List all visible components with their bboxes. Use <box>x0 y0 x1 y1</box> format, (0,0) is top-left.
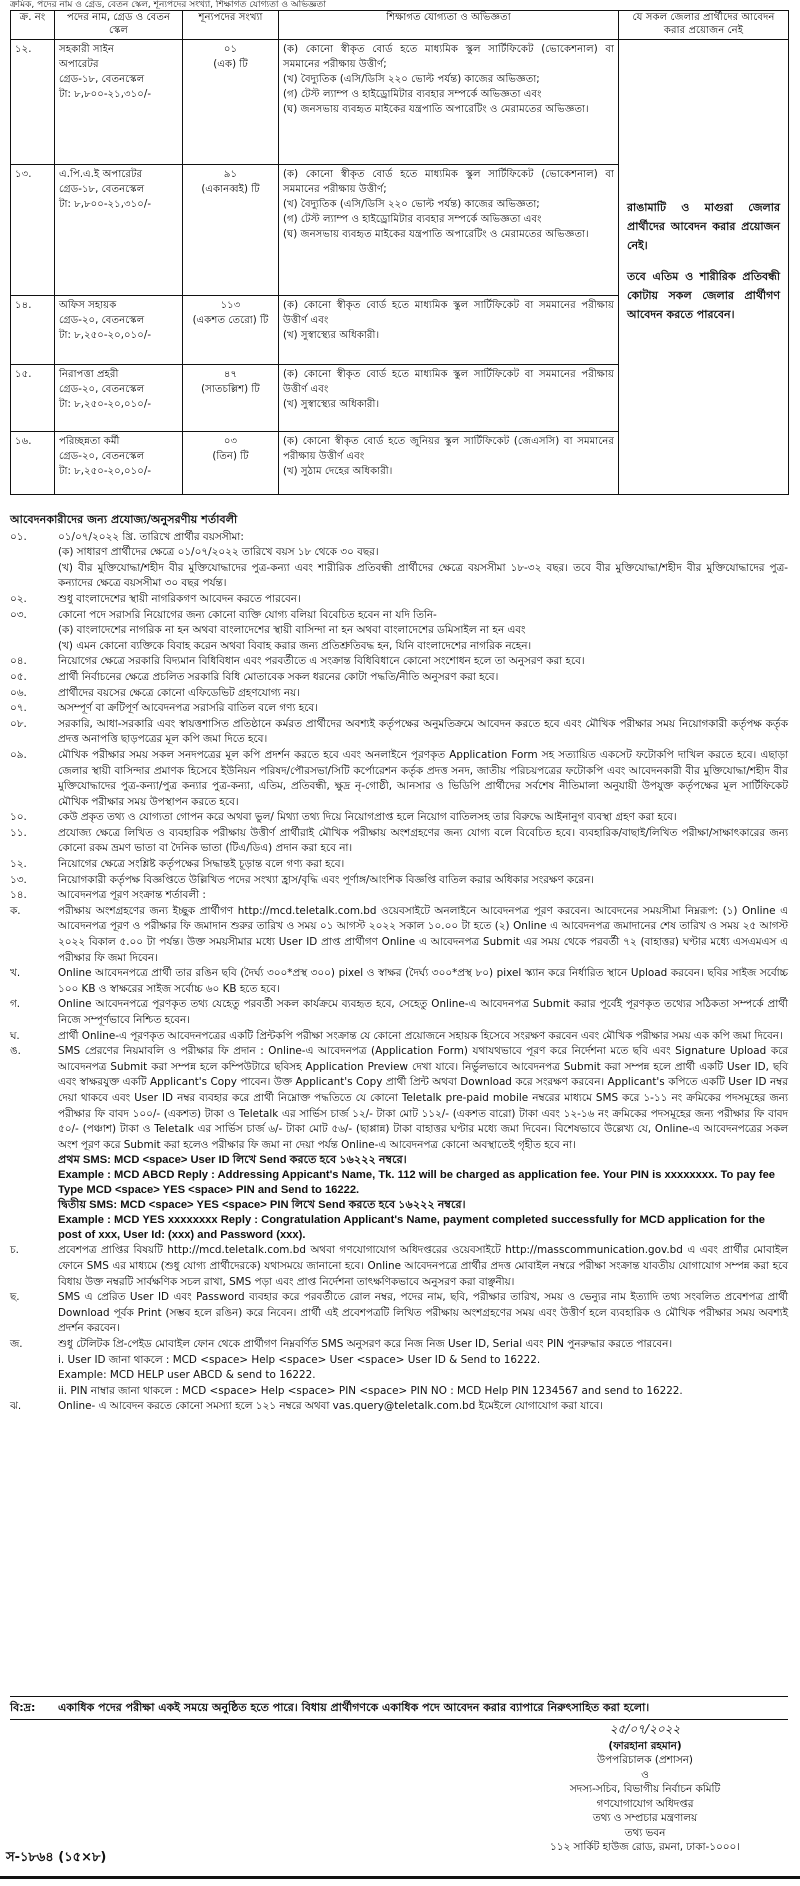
condition-item <box>10 857 788 873</box>
condition-text <box>58 904 788 966</box>
condition-item <box>10 1044 788 1153</box>
condition-line: Online আবেদনপত্রে প্রার্থী তার রঙিন ছবি (দৈর্ঘ্য ৩০০*প্রস্থ ৩০০) pixel ও স্বাক্ষর (দৈর্ঘ্য ৩০০*প্রস্থ ৮০) pixel স্ক্যান করে নির্ধারিত স্থানে Upload করবেন। ছবির সাইজ সর্বোচ্চ ১০০ KB ও স্বাক্ষরের সাইজ সর্বোচ্চ ৬০ KB হতে হবে। <box>58 967 788 995</box>
row-qualification: (ক) কোনো স্বীকৃত বোর্ড হতে মাধ্যমিক স্কুল সার্টিফিকেট (ভোকেশনাল) বা সমমানের পরীক্ষায় উত্তীর্ণ; (খ) বৈদ্যুতিক (এসি/ডিসি ২২০ ভোল্ট পর্যন্ত) কাজের অভিজ্ঞতা; (গ) টেস্ট ল্যাম্প ও হাইড্রোমিটার ব্যবহার সম্পর্কে অভিজ্ঞতা এবং (ঘ) জনসভায় ব্যবহৃত মাইকের যন্ত্রপাতি অপারেটিং ও মেরামতের অভিজ্ঞতা। <box>279 165 619 296</box>
condition-line: SMS প্রেরণের নিয়মাবলি ও পরীক্ষার ফি প্রদান : Online-এ আবেদনপত্র (Application Form) যথাযথভাবে পূরণ করে নির্দেশনা মতে ছবি এবং Signature Upload করে আবেদনপত্র Submit করা সম্পন্ন হলে কম্পিউটারে ছবিসহ Application Preview দেখা যাবে। নির্ভুলভাবে আবেদনপত্র Submit করা সম্পন্ন হলে প্রার্থী একটি User ID, ছবি এবং স্বাক্ষরযুক্ত একটি Applicant's Copy পাবেন। উক্ত Applicant's Copy প্রার্থী প্রিন্ট অথবা Download করে সংরক্ষণ করবেন। Applicant's কপিতে একটি User ID নম্বর দেয়া থাকবে এবং User ID নম্বর ব্যবহার করে প্রার্থী নিম্নোক্ত পদ্ধতিতে যে কোনো Teletalk pre-paid mobile নম্বরের মাধ্যমে SMS করে ১-১১ নং ক্রমিকের পদসমূহের জন্য পরীক্ষার ফি বাবদ ১০০/- (একশত) টাকা ও Teletalk এর সার্ভিস চার্জ ১২/- টাকা মোট ১১২/- (একশত বারো) টাকা এবং ১২-১৬ নং ক্রমিকের পদসমূহের জন্য পরীক্ষার ফি বাবদ ৫০/- (পঞ্চাশ) টাকা ও Teletalk এর সার্ভিস চার্জ ৬/- টাকা মোট ৫৬/- (ছাপ্পান্ন) টাকা বাহাত্তর ঘণ্টার মধ্যে জমা দিবেন। বিশেষভাবে উল্লেখ্য যে, Online-এ আবেদনপত্রের সকল অংশ পূরণ করে Submit করা হলেও পরীক্ষার ফি জমা না দেয়া পর্যন্ত Online-এ আবেদনপত্র কোনো অবস্থাতেই গৃহীত হবে না। <box>58 1045 788 1151</box>
condition-number: ১১. <box>10 826 27 839</box>
condition-line: (ক) সাধারণ প্রার্থীদের ক্ষেত্রে ০১/০৭/২০২২ তারিখে বয়স ১৮ থেকে ৩০ বছর। <box>58 546 379 559</box>
condition-text <box>58 857 788 873</box>
conditions-list <box>10 530 788 1154</box>
conditions-section <box>10 512 788 1415</box>
condition-line: শুধু টেলিটক প্রি-পেইড মোবাইল ফোন থেকে প্রার্থীগণ নিম্নবর্ণিত SMS অনুসরণ করে নিজ নিজ User ID, Serial এবং PIN পুনরুদ্ধার করতে পারবেন। <box>58 1337 673 1350</box>
row-post: নিরাপত্তা প্রহরী গ্রেড-২০, বেতনস্কেল টা: ৮,২৫০-২০,০১০/- <box>55 365 183 432</box>
condition-line: প্রার্থীদের বয়সের ক্ষেত্রে কোনো এফিডেভিট গ্রহণযোগ্য নয়। <box>58 686 300 699</box>
building-name: তথ্য ভবন <box>624 1826 666 1839</box>
condition-item <box>10 592 788 608</box>
condition-number: ১৪. <box>10 889 27 902</box>
condition-text <box>58 997 788 1028</box>
condition-number: ০৫. <box>10 670 27 683</box>
condition-line: ii. PIN নাম্বার জানা থাকলে : MCD <space> Help <space> PIN <space> PIN NO : MCD Help PIN 1234567 and send to 16222. <box>58 1384 683 1397</box>
condition-item <box>10 1290 788 1337</box>
condition-line: পরীক্ষায় অংশগ্রহণের জন্য ইচ্ছুক প্রার্থীগণ http://mcd.teletalk.com.bd ওয়েবসাইটে অনলাইনে আবেদনপত্র পূরণ করবেন। আবেদনের সময়সীমা নিম্নরূপ: (১) Online এ আবেদনপত্র পূরণ ও পরীক্ষার ফি জমাদান শুরুর তারিখ ও সময় ০১ আগস্ট ২০২২ সকাল ১০.০০ টা হতে (২) Online এ আবেদনপত্র জমাদানের শেষ তারিখ ও সময় ২৫ আগস্ট ২০২২ বিকাল ৫.০০ টা পর্যন্ত। উক্ত সময়সীমার মধ্যে User ID প্রাপ্ত প্রার্থীগণ Online এ আবেদনপত্র Submit এর সময় থেকে পরবর্তী ৭২ (বাহাত্তর) ঘণ্টার মধ্যে এসএমএস এ পরীক্ষার ফি জমা দিবেন। <box>58 904 788 964</box>
condition-item <box>10 654 788 670</box>
condition-line: (খ) এমন কোনো ব্যক্তিকে বিবাহ করেন অথবা বিবাহ করার জন্য প্রতিশ্রুতিবদ্ধ হন, যিনি বাংলাদেশের নাগরিক নহেন। <box>58 639 532 652</box>
condition-line: নিয়োগের ক্ষেত্রে সংশ্লিষ্ট কর্তৃপক্ষের সিদ্ধান্তই চূড়ান্ত বলে গণ্য করা হবে। <box>58 858 345 871</box>
condition-text <box>58 966 788 997</box>
condition-number: ০২. <box>10 592 27 605</box>
condition-number: ০৮. <box>10 717 27 730</box>
signatory-name: (ফারহানা রহমান) <box>608 1739 682 1752</box>
row-count: ০৩ (তিন) টি <box>183 432 279 495</box>
row-count: ০১ (এক) টি <box>183 40 279 165</box>
condition-line: আবেদনপত্র পূরণ সংক্রান্ত শর্তাবলী : <box>58 889 206 902</box>
posts-table <box>10 10 789 495</box>
condition-number: ১২. <box>10 858 27 871</box>
table-row <box>11 40 789 165</box>
condition-text <box>58 1029 788 1045</box>
signature-block <box>510 1722 780 1855</box>
condition-number: ঘ. <box>10 1029 20 1042</box>
row-serial: ১২. <box>11 40 55 165</box>
condition-number: ছ. <box>10 1291 20 1304</box>
condition-text <box>58 1399 788 1415</box>
condition-number: ঙ. <box>10 1045 21 1058</box>
district-note-cell: রাঙামাটি ও মাগুরা জেলার প্রার্থীদের আবেদন করার প্রয়োজন নেই। তবে এতিম ও শারীরিক প্রতিবন্ধী কোটায় সকল জেলার প্রার্থীগণ আবেদন করতে পারবেন। <box>619 40 789 495</box>
row-count: ৯১ (একানব্বই) টি <box>183 165 279 296</box>
sms-line: Example : MCD YES xxxxxxxx Reply : Congratulation Applicant's Name, payment completed successfully for MCD application for the post of xxx, User Id: (xxx) and Password (xxx). <box>58 1214 766 1242</box>
condition-text <box>58 686 788 702</box>
condition-number: চ. <box>10 1244 19 1257</box>
condition-line: অসম্পূর্ণ বা ক্রটিপূর্ণ আবেদনপত্র সরাসরি বাতিল বলে গণ্য হবে। <box>58 702 318 715</box>
condition-text <box>58 670 788 686</box>
condition-line: Example: MCD HELP user ABCD & send to 16222. <box>58 1369 316 1382</box>
condition-text <box>58 826 788 857</box>
table-header-row <box>11 11 789 40</box>
sms-line: দ্বিতীয় SMS: MCD <space> YES <space> PIN লিখে Send করতে হবে ১৬২২২ নম্বরে। <box>58 1199 466 1212</box>
signatory-role: সদস্য-সচিব, বিভাগীয় নির্বাচন কমিটি <box>569 1783 721 1795</box>
condition-number: ০৬. <box>10 686 27 699</box>
condition-line: Online- এ আবেদন করতে কোনো সমস্যা হলে ১২১ নম্বরে অথবা vas.query@teletalk.com.bd ইমেইলে যোগাযোগ করা যাবে। <box>58 1400 603 1413</box>
condition-text <box>58 810 788 826</box>
condition-item <box>10 888 788 904</box>
office-name: গণযোগাযোগ অধিদপ্তর <box>596 1797 694 1810</box>
row-post: এ.পি.এ.ই অপারেটর গ্রেড-১৮, বেতনস্কেল টা: ৮,৮০০-২১,৩১০/- <box>55 165 183 296</box>
condition-number: ঝ. <box>10 1400 22 1413</box>
row-post: সহকারী সাইন অপারেটর গ্রেড-১৮, বেতনস্কেল টা: ৮,৮০০-২১,৩১০/- <box>55 40 183 165</box>
condition-number: ০৩. <box>10 608 27 621</box>
condition-item <box>10 670 788 686</box>
sms-line: Example : MCD ABCD Reply : Addressing Appicant's Name, Tk. 112 will be charged as application fee. Your PIN is xxxxxxxx. To pay fee Type MCD <space> YES <space> PIN and Send to 16222. <box>58 1169 776 1197</box>
condition-text <box>58 888 788 904</box>
bottom-rule <box>0 1876 800 1879</box>
row-qualification: (ক) কোনো স্বীকৃত বোর্ড হতে মাধ্যমিক স্কুল সার্টিফিকেট বা সমমানের পরীক্ষায় উত্তীর্ণ এবং (খ) সুস্বাস্থ্যের অধিকারী। <box>279 296 619 365</box>
condition-line: প্রার্থী Online-এ পূরণকৃত আবেদনপত্রের একটি প্রিন্টকপি পরীক্ষা সংক্রান্ত যে কোনো প্রয়োজনে সহায়ক হিসেবে সংরক্ষণ করবেন এবং মৌখিক পরীক্ষার সময় এক কপি জমা দিবেন। <box>58 1029 783 1042</box>
row-serial: ১৪. <box>11 296 55 365</box>
condition-item <box>10 608 788 655</box>
row-post: অফিস সহায়ক গ্রেড-২০, বেতনস্কেল টা: ৮,২৫০-২০,০১০/- <box>55 296 183 365</box>
condition-line: শুধু বাংলাদেশের স্থায়ী নাগরিকগণ আবেদন করতে পারবেন। <box>58 592 301 605</box>
sms-instructions <box>10 1153 788 1243</box>
print-code: স-১৮৬৪ (১৫×৮) <box>6 1850 107 1865</box>
condition-text <box>58 654 788 670</box>
footnote <box>10 1696 788 1720</box>
condition-number: জ. <box>10 1337 23 1350</box>
condition-line: (ক) বাংলাদেশের নাগরিক না হন অথবা বাংলাদেশের স্থায়ী বাসিন্দা না হন অথবা বাংলাদেশের ডমিসাইল না হন এবং <box>58 624 526 637</box>
office-address: ১১২ সার্কিট হাউজ রোড, রমনা, ঢাকা-১০০০। <box>550 1841 740 1853</box>
condition-item <box>10 873 788 889</box>
condition-text <box>58 530 788 592</box>
row-qualification: (ক) কোনো স্বীকৃত বোর্ড হতে মাধ্যমিক স্কুল সার্টিফিকেট (ভোকেশনাল) বা সমমানের পরীক্ষায় উত্তীর্ণ; (খ) বৈদ্যুতিক (এসি/ডিসি ২২০ ভোল্ট পর্যন্ত) কাজের অভিজ্ঞতা; (গ) টেস্ট ল্যাম্প ও হাইড্রোমিটার ব্যবহার সম্পর্কে অভিজ্ঞতা এবং (ঘ) জনসভায় ব্যবহৃত মাইকের যন্ত্রপাতি অপারেটিং ও মেরামতের অভিজ্ঞতা। <box>279 40 619 165</box>
condition-number: ০৭. <box>10 702 27 715</box>
ministry-name: তথ্য ও সম্প্রচার মন্ত্রণালয় <box>592 1812 698 1824</box>
condition-text <box>58 717 788 748</box>
condition-line: i. User ID জানা থাকলে : MCD <space> Help <space> User <space> User ID & Send to 16222. <box>58 1353 541 1366</box>
col-header-qualification: শিক্ষাগত যোগ্যতা ও অভিজ্ঞতা <box>279 11 619 40</box>
col-header-count: শূন্যপদের সংখ্যা <box>183 11 279 40</box>
condition-item <box>10 1399 788 1415</box>
row-serial: ১৩. <box>11 165 55 296</box>
condition-item <box>10 997 788 1028</box>
condition-line: প্রার্থী নির্বাচনের ক্ষেত্রে প্রচলিত সরকারি বিধি মোতাবেক সকল ধরনের কোটা পদ্ধতি/নীতি অনুসরণ করা হবে। <box>58 670 499 683</box>
condition-number: ক. <box>10 904 21 917</box>
condition-line: নিয়োগকারী কর্তৃপক্ষ বিজ্ঞপ্তিতে উল্লিখিত পদের সংখ্যা হ্রাস/বৃদ্ধি এবং পূর্ণাঙ্গ/আংশিক বিজ্ঞপ্তি বাতিল করার অধিকার সংরক্ষণ করেন। <box>58 873 595 886</box>
condition-number: ১০. <box>10 811 27 824</box>
condition-text <box>58 1290 788 1337</box>
footnote-label: বি:দ্র: <box>10 1701 36 1714</box>
condition-number: ০১. <box>10 530 27 543</box>
condition-line: SMS এ প্রেরিত User ID এবং Password ব্যবহার করে পরবর্তীতে রোল নম্বর, পদের নাম, ছবি, পরীক্ষার তারিখ, সময় ও ভেন্যুর নাম ইত্যাদি তথ্য সংবলিত প্রবেশপত্র প্রার্থী Download পূর্বক Print (সম্ভব হলে রঙিন) করে নিবেন। প্রার্থী এই প্রবেশপত্রটি লিখিত পরীক্ষায় অংশগ্রহণের সময় এবং উত্তীর্ণ হলে ব্যবহারিক ও মৌখিক পরীক্ষার সময় অবশ্যই প্রদর্শন করবেন। <box>58 1291 788 1335</box>
condition-line: প্রবেশপত্র প্রাপ্তির বিষয়টি http://mcd.teletalk.com.bd অথবা গণযোগাযোগ অধিদপ্তরের ওয়েবসাইটে http://masscommunication.gov.bd এ এবং প্রার্থীর মোবাইল ফোনে SMS এর মাধ্যমে (শুধু যোগ্য প্রার্থীদেরকে) যথাসময়ে জানানো হবে। Online আবেদনপত্রে প্রার্থীর প্রদত্ত মোবাইল নম্বরে পরীক্ষা সংক্রান্ত যাবতীয় যোগাযোগ সম্পন্ন করা হবে বিধায় উক্ত নম্বরটি সার্বক্ষণিক সচল রাখা, SMS পড়া এবং প্রাপ্ত নির্দেশনা তাৎক্ষণিকভাবে অনুসরণ করা বাঞ্ছনীয়। <box>58 1244 788 1288</box>
conditions-list-2 <box>10 1243 788 1415</box>
condition-text <box>58 592 788 608</box>
col-header-post: পদের নাম, গ্রেড ও বেতন স্কেল <box>55 11 183 40</box>
row-qualification: (ক) কোনো স্বীকৃত বোর্ড হতে মাধ্যমিক স্কুল সার্টিফিকেট বা সমমানের পরীক্ষায় উত্তীর্ণ এবং (খ) সুস্বাস্থ্যের অধিকারী। <box>279 365 619 432</box>
condition-item <box>10 1243 788 1290</box>
condition-text <box>58 1044 788 1153</box>
condition-line: ০১/০৭/২০২২ খ্রি. তারিখে প্রার্থীর বয়সসীমা: <box>58 530 244 543</box>
condition-number: ০৪. <box>10 655 27 668</box>
condition-line: কেউ প্রকৃত তথ্য ও যোগ্যতা গোপন করে অথবা ভুল/ মিথ্যা তথ্য দিয়ে নিয়োগপ্রাপ্ত হলে নিয়োগ বাতিলসহ তার বিরুদ্ধে আইনানুগ ব্যবস্থা গ্রহণ করা হবে। <box>58 811 677 824</box>
condition-line: প্রযোজ্য ক্ষেত্রে লিখিত ও ব্যবহারিক পরীক্ষায় উত্তীর্ণ প্রার্থীরাই মৌখিক পরীক্ষায় অংশগ্রহণের জন্য যোগ্য বলে বিবেচিত হবে। ব্যবহারিক/বাছাই/লিখিত পরীক্ষা/সাক্ষাৎকারের জন্য কোনো রকম ভ্রমণ ভাতা বা দৈনিক ভাতা (টিএ/ডিএ) প্রদান করা হবে না। <box>58 826 788 855</box>
condition-text <box>58 1243 788 1290</box>
row-qualification: (ক) কোনো স্বীকৃত বোর্ড হতে জুনিয়র স্কুল সার্টিফিকেট (জেএসসি) বা সমমানের পরীক্ষায় উত্তীর্ণ এবং (খ) সুঠাম দেহের অধিকারী। <box>279 432 619 495</box>
condition-text <box>58 748 788 810</box>
col-header-district: যে সকল জেলার প্রার্থীদের আবেদন করার প্রয়োজন নেই <box>619 11 789 40</box>
condition-line: Online আবেদনপত্রে পূরণকৃত তথ্য যেহেতু পরবর্তী সকল কার্যক্রমে ব্যবহৃত হবে, সেহেতু Online-এ আবেদনপত্র Submit করার পূর্বেই পূরণকৃত তথ্যের সঠিকতা সম্পর্কে প্রার্থী নিজে সম্পূর্ণভাবে নিশ্চিত হবেন। <box>58 998 788 1026</box>
row-serial: ১৬. <box>11 432 55 495</box>
condition-item <box>10 530 788 592</box>
condition-text <box>58 873 788 889</box>
condition-line: (খ) বীর মুক্তিযোদ্ধা/শহীদ বীর মুক্তিযোদ্ধাদের পুত্র-কন্যা এবং শারীরিক প্রতিবন্ধী প্রার্থীদের ক্ষেত্রে বয়সসীমা ১৮-৩২ বছর। তবে বীর মুক্তিযোদ্ধা/শহীদ বীর মুক্তিযোদ্ধাদের পুত্র-কন্যাদের ক্ষেত্রে বয়সসীমা ৩০ বছর পর্যন্ত। <box>58 561 788 590</box>
col-header-serial: ক্র. নং <box>11 11 55 40</box>
condition-item <box>10 748 788 810</box>
condition-item <box>10 701 788 717</box>
footnote-text: একাধিক পদের পরীক্ষা একই সময়ে অনুষ্ঠিত হতে পারে। বিধায় প্রার্থীগণকে একাধিক পদে আবেদন করার ব্যাপারে নিরুৎসাহিত করা হলো। <box>58 1701 650 1714</box>
row-count: ১১৩ (একশত তেরো) টি <box>183 296 279 365</box>
condition-item <box>10 686 788 702</box>
clipped-header-strip: ক্রমিক, পদের নাম ও গ্রেড, বেতন স্কেল, শূন্যপদের সংখ্যা, শিক্ষাগত যোগ্যতা ও অভিজ্ঞতা <box>10 0 326 10</box>
condition-line: মৌখিক পরীক্ষার সময় সকল সনদপত্রের মূল কপি প্রদর্শন করতে হবে এবং অনলাইনে পূরণকৃত Application Form সহ সত্যায়িত একসেট ফটোকপি দাখিল করতে হবে। এছাড়া জেলার স্থায়ী বাসিন্দার প্রমাণক হিসেবে ইউনিয়ন পরিষদ/পৌরসভা/সিটি কর্পোরেশন কর্তৃক প্রদত্ত সনদ, জাতীয় পরিচয়পত্রের ফটোকপি এবং আবেদনকারী বীর মুক্তিযোদ্ধা/শহীদ বীর মুক্তিযোদ্ধাদের পুত্র-কন্যা/পুত্র কন্যার পুত্র-কন্যা, এতিম, প্রতিবন্ধী, ক্ষুদ্র নৃ-গোষ্ঠী, আনসার ও ভিডিপি প্রার্থীদের সর্বশেষ নীতিমালা অনুযায়ী উপযুক্ত কর্তৃপক্ষের মূল সার্টিফিকেট মৌখিক পরীক্ষার সময় উপস্থাপন করতে হবে। <box>58 748 788 808</box>
condition-number: খ. <box>10 967 21 980</box>
condition-item <box>10 1029 788 1045</box>
condition-number: ০৯. <box>10 748 27 761</box>
condition-item <box>10 717 788 748</box>
condition-line: সরকারি, আধা-সরকারি এবং স্বায়ত্তশাসিত প্রতিষ্ঠানে কর্মরত প্রার্থীদের অবশ্যই কর্তৃপক্ষের অনুমতিক্রমে আবেদন করতে হবে এবং মৌখিক পরীক্ষার সময় নিয়োগকারী কর্তৃপক্ষ কর্তৃক প্রদত্ত অনাপত্তি ছাড়পত্রের মূল কপি জমা দিতে হবে। <box>58 717 788 746</box>
condition-text <box>58 701 788 717</box>
condition-line: কোনো পদে সরাসরি নিয়োগের জন্য কোনো ব্যক্তি যোগ্য বলিয়া বিবেচিত হবেন না যদি তিনি- <box>58 608 437 621</box>
condition-text <box>58 1337 788 1399</box>
row-serial: ১৫. <box>11 365 55 432</box>
condition-item <box>10 966 788 997</box>
signatory-title: উপপরিচালক (প্রশাসন) <box>597 1754 693 1766</box>
signatory-and: ও <box>641 1768 649 1781</box>
conditions-title: আবেদনকারীদের জন্য প্রযোজ্য/অনুসরণীয় শর্তাবলী <box>10 513 238 526</box>
condition-item <box>10 826 788 857</box>
condition-number: গ. <box>10 998 21 1011</box>
condition-item <box>10 810 788 826</box>
condition-item <box>10 1337 788 1399</box>
condition-number: ১৩. <box>10 873 27 886</box>
condition-item <box>10 904 788 966</box>
row-post: পরিচ্ছন্নতা কর্মী গ্রেড-২০, বেতনস্কেল টা: ৮,২৫০-২০,০১০/- <box>55 432 183 495</box>
sms-line: প্রথম SMS: MCD <space> User ID লিখে Send করতে হবে ১৬২২২ নম্বরে। <box>58 1154 407 1167</box>
row-count: ৪৭ (সাতচল্লিশ) টি <box>183 365 279 432</box>
signature-date: ২৫/০৭/২০২২ <box>609 1722 681 1736</box>
condition-line: নিয়োগের ক্ষেত্রে সরকারি বিদ্যমান বিধিবিধান এবং পরবর্তীতে এ সংক্রান্ত বিধিবিধানে কোনো সংশোধন হলে তা অনুসরণ করা হবে। <box>58 655 585 668</box>
condition-text <box>58 608 788 655</box>
